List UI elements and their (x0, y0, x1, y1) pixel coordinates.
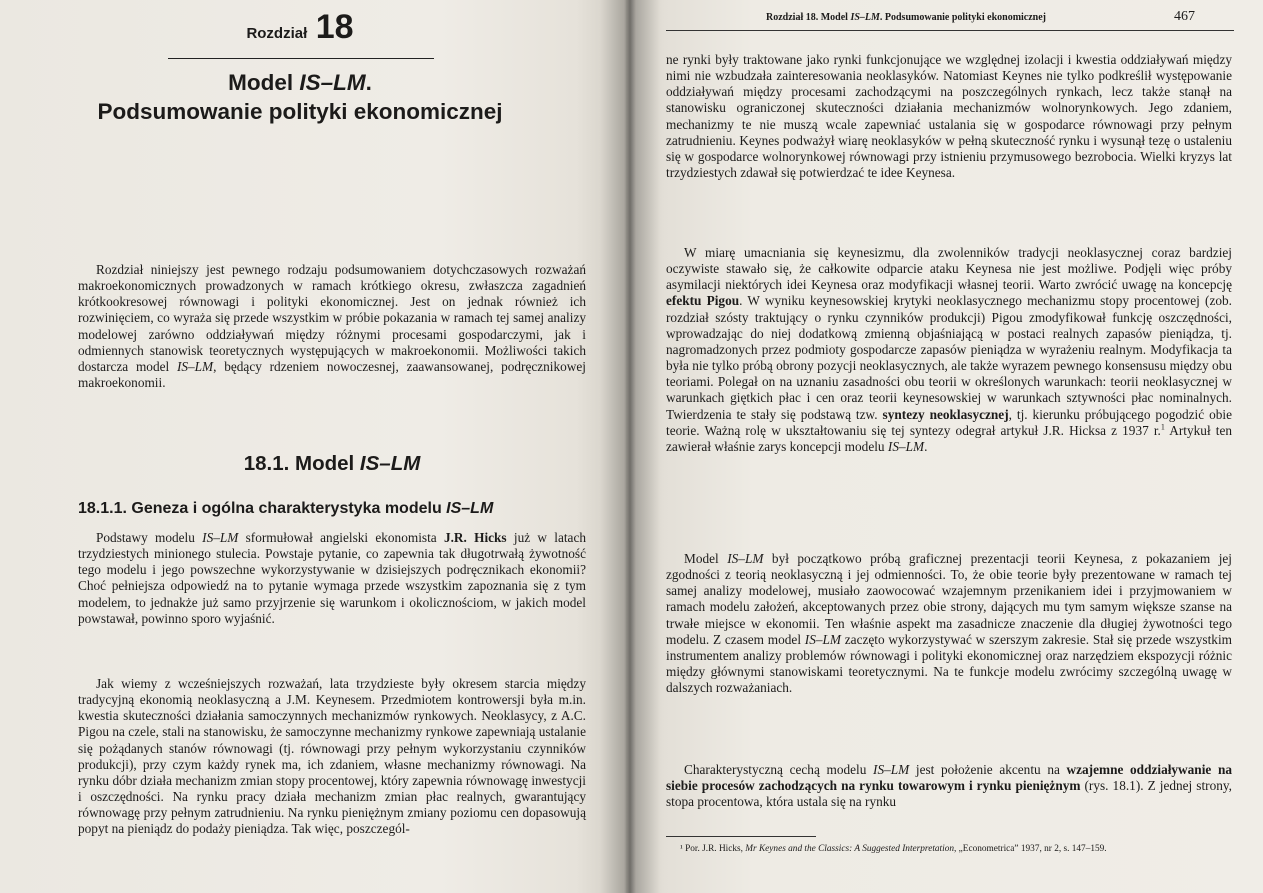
body-paragraph: W miarę umacniania się keynesizmu, dla zwolenników tradycji neoklasycznej coraz bardziej oczywiste stawało się, że całkowite odparcie ataku Keynesa nie jest możliwe. Podjęli więc próby asymilacji niektórych idei Keynesa oraz modyfikacji własnej teorii. Warto zwrócić uwagę na koncepcję efektu Pigou. W wyniku keynesowskiej krytyki neoklasycznego mechanizmu stopy procentowej (zob. rozdział szósty traktujący o rynku czynników produkcji) Pigou zmodyfikował funkcję oszczędności, wprowadzając do niej dodatkową zmienną objaśniającą w postaci realnych zapasów pieniądza, tj. nagromadzonych przez podmioty gospodarcze zapasów pieniądza w wyrażeniu realnym. Modyfikacja ta była nie tylko próbą obrony pozycji neoklasycznych, ale także wyrazem pewnego konsensusu między obu teoriami. Polegał on na uznaniu zasadności obu teorii w określonych warunkach: teorii neoklasycznej w warunkach giętkich płac i cen oraz teorii keynesowskiej w warunkach sztywności płac nominalnych. Twierdzenia te stały się podstawą tzw. syntezy neoklasycznej, tj. kierunku próbującego pogodzić obie teorie. Ważną rolę w ukształtowaniu się tej syntezy odegrał artykuł J.R. Hicksa z 1937 r.$^1$ Artykuł ten zawierał właśnie zarys koncepcji modelu IS–LM. (666, 245, 1232, 454)
body-paragraph: Podstawy modelu IS–LM sformułował angielski ekonomista J.R. Hicks już w latach trzydziestych minionego stulecia. Powstaje pytanie, co zapewnia tak długotrwałą żywotność tego modelu i jego powszechne wykorzystywanie w dzisiejszych podręcznikach ekonomii? Choć pełniejsza odpowiedź na to pytanie wymaga przede wszystkim zapoznania się z tym modelem, to jednakże już samo przyjrzenie się warunkom i okolicznościom, w jakich model powstawał, powinno sporo wyjaśnić. (78, 530, 587, 626)
footnote-rule (666, 836, 816, 837)
intro-paragraph: Rozdział niniejszy jest pewnego rodzaju podsumowaniem dotychczasowych rozważań makroekonomicznych prowadzonych w ramach krótkiego okresu, zwłaszcza zagadnień krótkookresowej równowagi i polityki ekonomicznej. Jest on jednak również ich rozwinięciem, co wyraża się przede wszystkim w próbie pokazania w ramach tej samej analizy modelowej zarówno oddziaływań między różnymi procesami gospodarczymi, jak i odmiennych stanowisk teoretycznych występujących w makroekonomii. Możliwości takich dostarcza model IS–LM, będący rdzeniem nowoczesnej, zaawansowanej, podręcznikowej makroekonomii. (78, 262, 586, 391)
right-page (626, 0, 1263, 893)
body-paragraph: Charakterystyczną cechą modelu IS–LM jest położenie akcentu na wzajemne oddziaływanie na siebie procesów zachodzących na rynku towarowym i rynku pieniężnym (rys. 18.1). Z jednej strony, stopa procentowa, która ustala się na rynku (666, 762, 1232, 810)
chapter-title-line1: Model IS–LM. (228, 70, 372, 95)
header-rule (666, 30, 1234, 31)
left-page (0, 0, 626, 893)
body-paragraph: Jak wiemy z wcześniejszych rozważań, lata trzydzieste były okresem starcia między tradycyjną ekonomią neoklasyczną a J.M. Keynesem. Przedmiotem kontrowersji była m.in. kwestia skuteczności działania samoczynnych mechanizmów rynkowych. Neoklasycy, z A.C. Pigou na czele, stali na stanowisku, że samoczynne mechanizmy rynkowe zapewniają ustalanie się pożądanych stanów równowagi (tj. równowagi przy pełnym wykorzystaniu czynników produkcji), przy czym każdy rynek ma, ich zdaniem, własne mechanizmy równowagi. Na rynku dóbr działa mechanizm zmian stopy procentowej, który zapewnia równowagę inwestycji i oszczędności. Na rynku pracy działa mechanizm zmian płac realnych, gwarantujący równowagę przy pełnym zatrudnieniu. Na rynku pieniężnym zmiany poziomu cen dopasowują popyt na pieniądz do podaży pieniądza. Tak więc, poszczegól- (78, 676, 586, 837)
page-number: 467 (1174, 9, 1195, 24)
subsection-heading: 18.1.1. Geneza i ogólna charakterystyka modelu IS–LM (78, 500, 494, 517)
footnote: ¹ Por. J.R. Hicks, Mr Keynes and the Classics: A Suggested Interpretation, „Econometrica” 1937, nr 2, s. 147–159. (680, 844, 1107, 854)
running-head: Rozdział 18. Model IS–LM. Podsumowanie polityki ekonomicznej (766, 12, 1047, 23)
body-paragraph: Model IS–LM był początkowo próbą graficznej prezentacji teorii Keynesa, z pokazaniem jej zgodności z teorią neoklasyczną i jej odmienności. To, że obie teorie były prezentowane w ramach tej samej analizy modelowej, musiało zaowocować wzajemnym przenikaniem idei i przyjmowaniem w ramach modelu założeń, akceptowanych przez obie strony, dających mu tym samym większe szanse na trwałe miejsce w ekonomii. Ten właśnie aspekt ma zasadnicze znaczenie dla długiej żywotności tego modelu. Z czasem model IS–LM zaczęto wykorzystywać w szerszym zakresie. Stał się przede wszystkim instrumentem analizy problemów równowagi i polityki ekonomicznej oraz narzędziem ekspozycji różnic między głównymi stanowiskami teoretycznymi. Na te funkcje modelu zwrócimy szczególną uwagę w dalszych rozważaniach. (666, 551, 1232, 696)
chapter-title (40, 68, 560, 126)
chapter-rule (168, 58, 434, 59)
chapter-label (0, 8, 600, 47)
body-paragraph: ne rynki były traktowane jako rynki funkcjonujące we względnej izolacji i kwestia oddziaływań między nimi nie wzbudzała zainteresowania neoklasyków. Natomiast Keynes nie tylko podkreślił występowanie oddziaływań między procesami zachodzącymi na poszczególnych rynkach, lecz także stanął na stanowisku ograniczonej skuteczności działania mechanizmów wolnorynkowych. Jego zdaniem, mechanizmy te nie muszą wcale zapewniać ustalania się w gospodarce równowagi przy pełnym zatrudnieniu. Keynes podważył wiarę neoklasyków w pełną skuteczność rynku i wysunął tezę o ustaleniu się w gospodarce wolnorynkowej równowagi przy istnieniu przymusowego bezrobocia. Wielki kryzys lat trzydziestych zdawał się potwierdzać te idee Keynesa. (666, 52, 1232, 181)
chapter-word: Rozdział (246, 25, 308, 42)
chapter-number: 18 (315, 8, 354, 46)
footnote-ref: 1 (1160, 422, 1165, 432)
section-heading: 18.1. Model IS–LM (243, 452, 421, 475)
chapter-title-line2: Podsumowanie polityki ekonomicznej (97, 99, 503, 124)
